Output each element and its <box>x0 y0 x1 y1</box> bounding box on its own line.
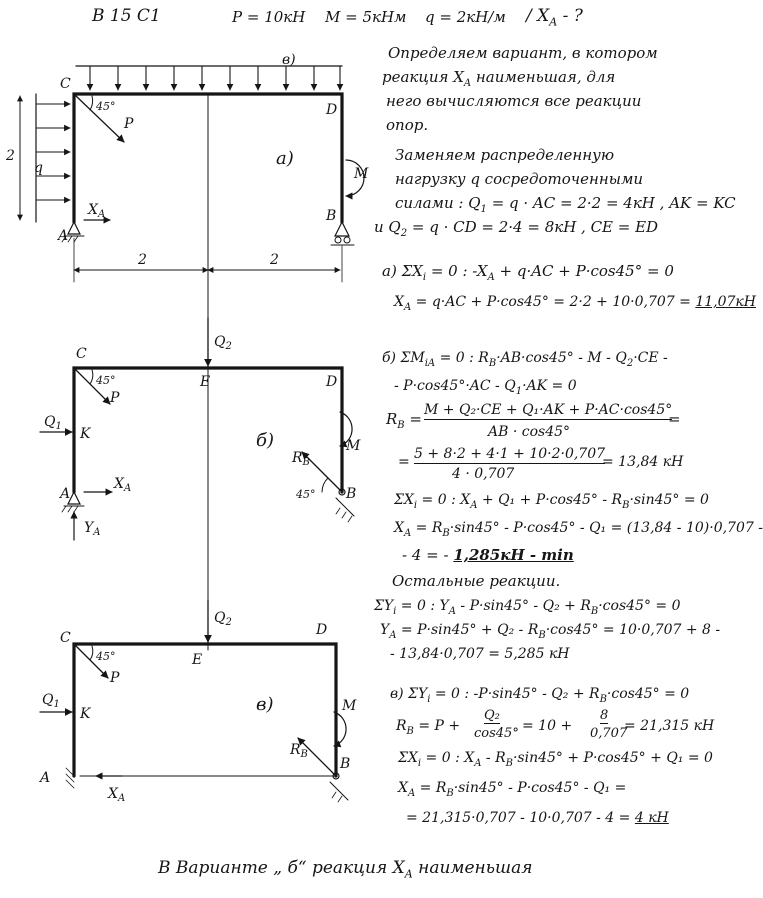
variant-label: В 15 С1 <box>92 6 161 26</box>
case-b-rb-numbers-numerator: 5 + 8·2 + 4·1 + 10·2·0,707 <box>414 446 606 462</box>
fig-b-force-p: P <box>110 390 120 406</box>
fig-a-node-a: A <box>58 228 69 244</box>
fig-b-rb: $R_B$ <box>292 450 310 468</box>
fig-a-angle: 45° <box>96 100 116 113</box>
fig-v-node-b: B <box>340 756 351 772</box>
case-v-rb-frac-num: Q₂ <box>484 708 500 723</box>
fig-a-xa: $X_A$ <box>88 202 106 220</box>
fig-v-angle: 45° <box>96 650 116 663</box>
case-v-xa: $X_A = R_B\cdot\sin 45^\circ - P\cdot\cos 45^\circ - Q_1$ = <box>398 780 627 799</box>
case-b-sum-x: $\Sigma X_i = 0$ : $X_A + Q_1 + P\cdot\cos 45^\circ - R_B\cdot\sin 45^\circ = 0$ <box>394 492 709 511</box>
fig-a-dim-height: 2 <box>6 148 15 164</box>
fig-b-angle-b: 45° <box>296 488 316 501</box>
fig-b-node-c: C <box>76 346 87 362</box>
replace-line-1: Заменяем распределенную <box>395 146 615 164</box>
fig-v-q2: $Q_2$ <box>214 610 232 628</box>
fig-v-xa: $X_A$ <box>108 786 126 804</box>
fig-v-moment-m: M <box>342 698 357 714</box>
fig-b-label: б) <box>256 430 275 451</box>
fig-v-force-p: P <box>110 670 120 686</box>
fig-b-node-a: A <box>60 486 71 502</box>
case-b-rb-equals: = <box>668 410 681 428</box>
fig-v-node-e: E <box>192 652 203 668</box>
conclusion: В Варианте „ б“ реакция $X_A$ наименьшая <box>158 858 533 881</box>
fig-v-q1: $Q_1$ <box>42 692 60 710</box>
case-v-rb-result: = 21,315 кН <box>624 718 715 734</box>
fig-a-node-c: C <box>60 76 71 92</box>
case-v-sum-y: в) $\Sigma Y_i = 0$ : $-P\cdot\sin 45^\circ - Q_2 + R_B\cdot\cos 45^\circ = 0$ <box>390 686 690 705</box>
case-b-moment-eq-cont: - $P\cdot\cos 45^\circ\cdot AC - Q_1\cdot AK = 0$ <box>394 378 577 397</box>
case-b-xa-result: - 4 = - 1,285кН - min <box>402 546 574 564</box>
fig-v-node-c: C <box>60 630 71 646</box>
fig-v-node-k: K <box>80 706 91 722</box>
fig-v-node-d: D <box>316 622 328 638</box>
case-v-rb-frac2-num: 8 <box>600 708 609 723</box>
fig-b-q2: $Q_2$ <box>214 334 232 352</box>
case-v-rb-lhs: $R_B = P$ + <box>396 718 461 737</box>
fig-b-node-k: K <box>80 426 91 442</box>
replace-line-4: и $Q_2 = q$ · CD = 2·4 = 8кН , CE = ED <box>374 218 659 239</box>
replace-line-3: силами : $Q_1 = q$ · AC = 2·2 = 4кН , AK = KC <box>395 194 736 215</box>
replace-line-2: нагрузку q сосредоточенными <box>395 170 644 188</box>
figure-v <box>40 600 351 802</box>
figure-a <box>20 66 364 282</box>
moment-m-value: M = 5кНм <box>325 8 407 26</box>
case-b-ya: $Y_A = P\cdot\sin 45^\circ + Q_2 - R_B\cdot\cos 45^\circ = 10\cdot 0,707 + 8$ - <box>380 622 721 641</box>
fig-b-node-b: B <box>346 486 357 502</box>
case-v-xa-result: = 21,315·0,707 - 10·0,707 - 4 = 4 кН <box>406 810 669 826</box>
fig-v-node-a: A <box>40 770 51 786</box>
fig-a-force-p: P <box>124 116 134 132</box>
fig-a-top-label: в) <box>282 52 296 68</box>
intro-line-3: него вычисляются все реакции <box>386 92 642 110</box>
top-distributed-load-arrows <box>90 66 340 90</box>
task-question: / $X_A$ - ? <box>526 6 583 29</box>
case-a-result: $X_A = q\cdot AC + P\cdot\cos 45^\circ = 2\cdot 2 + 10\cdot 0,707 = 11,07кН$ <box>394 294 756 313</box>
fig-a-load-q: q <box>34 160 43 176</box>
intro-line-4: опор. <box>386 116 429 134</box>
case-b-rb-result: = 13,84 кН <box>602 454 684 470</box>
fig-b-moment-m: M <box>346 438 361 454</box>
fig-v-rb: $R_B$ <box>290 742 308 760</box>
load-q-value: q = 2кН/м <box>425 8 506 26</box>
fig-b-xa: $X_A$ <box>114 476 132 494</box>
case-b-moment-eq: б) $\Sigma M_{iA} = 0$ : $R_B\cdot AB\cdot\cos 45^\circ - M - Q_2\cdot CE$ - <box>382 350 668 369</box>
case-b-rb-numerator: M + Q₂·CE + Q₁·AK + P·AC·cos45° <box>424 402 673 418</box>
fig-a-moment-m: M <box>354 166 369 182</box>
fig-b-q1: $Q_1$ <box>44 414 62 432</box>
fig-a-node-b: B <box>326 208 337 224</box>
intro-line-1: Определяем вариант, в котором <box>388 44 658 62</box>
fig-v-label: в) <box>256 694 274 715</box>
fig-a-label: a) <box>276 148 294 169</box>
case-b-rb-denominator: AB · cos45° <box>488 424 571 440</box>
case-b-rb-lhs: $R_B$ = <box>386 410 422 431</box>
case-b-sum-y: $\Sigma Y_i = 0$ : $Y_A - P\cdot\sin 45^\circ - Q_2 + R_B\cdot\cos 45^\circ = 0$ <box>374 598 681 617</box>
fig-a-node-d: D <box>326 102 338 118</box>
case-v-rb-frac-den: cos45° <box>474 726 519 741</box>
intro-line-2: реакция $X_A$ наименьшая, для <box>382 68 616 89</box>
case-b-ya-result: - 13,84·0,707 = 5,285 кН <box>390 646 570 662</box>
fig-a-dim-left: 2 <box>138 252 147 268</box>
force-p-value: P = 10кН <box>232 8 306 26</box>
fig-b-angle: 45° <box>96 374 116 387</box>
fig-b-ya: $Y_A$ <box>84 520 101 538</box>
case-b-xa: $X_A = R_B\cdot\sin 45^\circ - P\cdot\cos 45^\circ - Q_1 = (13,84 - 10)\cdot 0,707$ - <box>394 520 763 539</box>
case-a-equation: a) $\Sigma X_i = 0$ : $-X_A + q\cdot AC + P\cdot\cos 45^\circ = 0$ <box>382 262 674 283</box>
fig-a-dim-right: 2 <box>270 252 279 268</box>
case-v-rb-frac2-den: 0,707 <box>590 726 628 741</box>
fig-b-node-e: E <box>200 374 211 390</box>
other-reactions-title: Остальные реакции. <box>392 572 561 590</box>
case-v-sum-x: $\Sigma X_i = 0$ : $X_A - R_B\cdot\sin 45^\circ + P\cdot\cos 45^\circ + Q_1 = 0$ <box>398 750 713 769</box>
case-b-rb-numbers-denominator: 4 · 0,707 <box>452 466 515 482</box>
case-v-rb-mid: = 10 + <box>522 718 573 734</box>
fig-b-node-d: D <box>326 374 338 390</box>
case-b-rb-eq-sign: = <box>398 454 410 470</box>
